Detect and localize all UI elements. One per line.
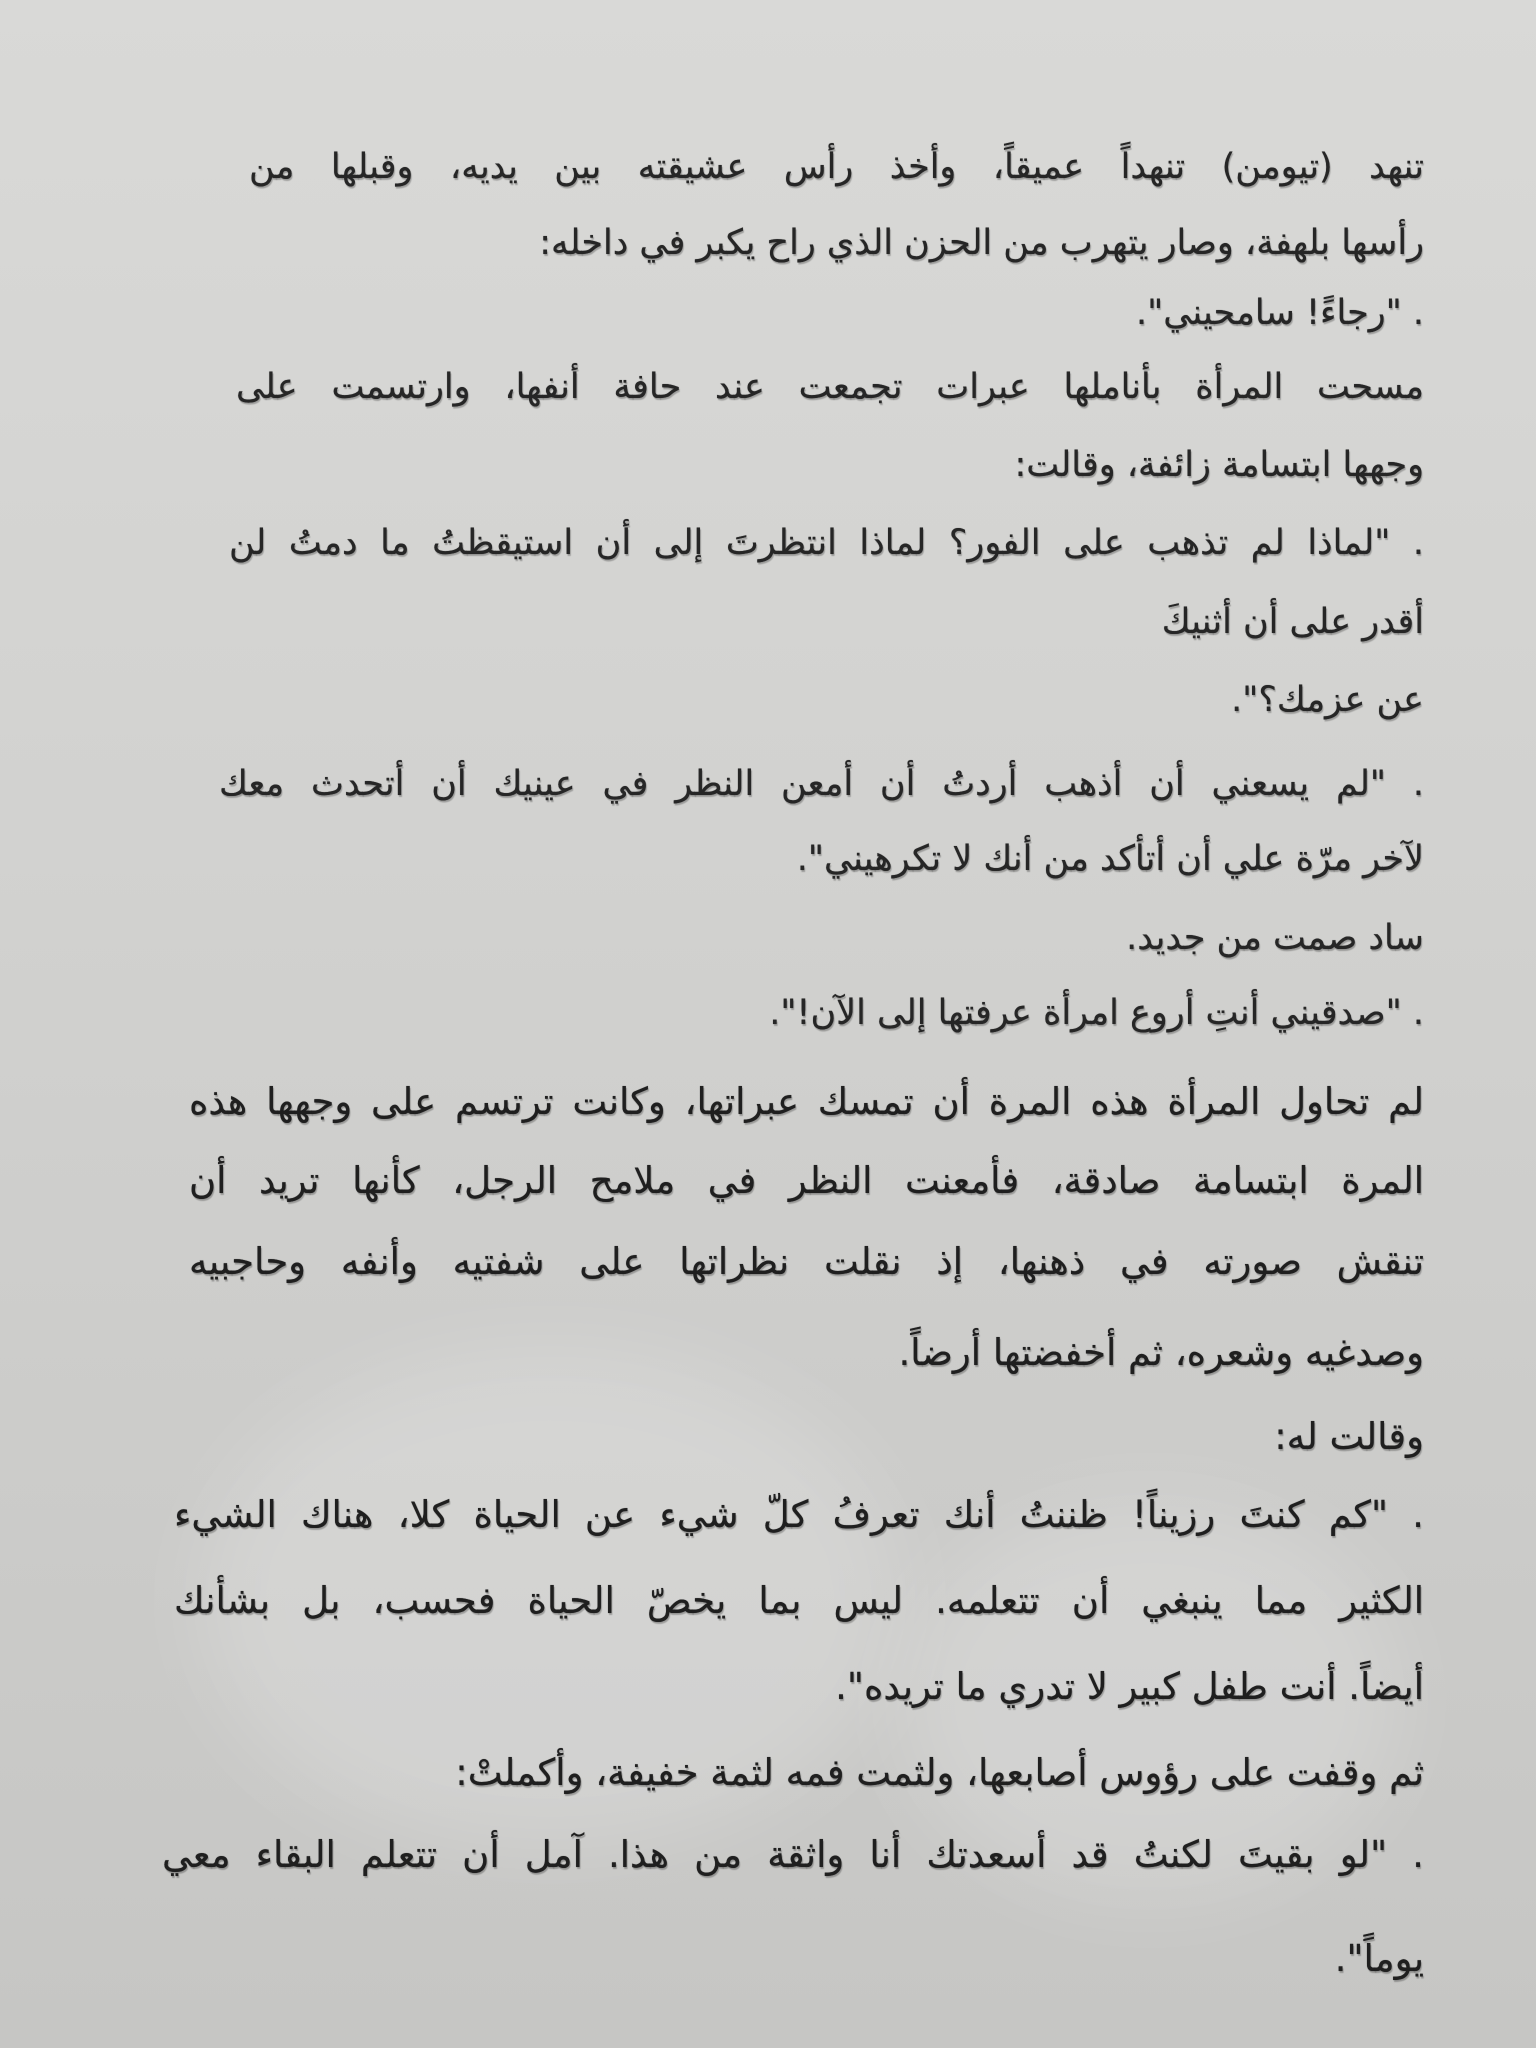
- text-line: المرة ابتسامة صادقة، فأمعنت النظر في ملامح الرجل، كأنها تريد أن: [189, 1159, 1424, 1202]
- text-line: . "رجاءً! سامحيني".: [1135, 293, 1424, 333]
- text-line: . "كم كنتَ رزيناً! ظننتُ أنك تعرفُ كلّ شيء عن الحياة كلا، هناك الشيء: [174, 1493, 1424, 1536]
- text-line: مسحت المرأة بأناملها عبرات تجمعت عند حافة أنفها، وارتسمت على: [236, 367, 1424, 407]
- text-line: . "لماذا لم تذهب على الفور؟ لماذا انتظرتَ إلى أن استيقظتُ ما دمتُ لن: [229, 523, 1424, 563]
- text-line: . "لم يسعني أن أذهب أردتُ أن أمعن النظر في عينيك أن أتحدث معك: [219, 764, 1424, 804]
- text-line: وصدغيه وشعره، ثم أخفضتها أرضاً.: [898, 1331, 1424, 1374]
- text-line: لم تحاول المرأة هذه المرة أن تمسك عبراتها، وكانت ترتسم على وجهها هذه: [189, 1080, 1424, 1123]
- text-line: أيضاً. أنت طفل كبير لا تدري ما تريده".: [835, 1665, 1424, 1708]
- text-line: أقدر على أن أثنيكَ: [1161, 602, 1424, 642]
- text-line: تنهد (تيومن) تنهداً عميقاً، وأخذ رأس عشيقته بين يديه، وقبلها من: [249, 147, 1424, 187]
- text-line: تنقش صورته في ذهنها، إذ نقلت نظراتها على شفتيه وأنفه وحاجبيه: [189, 1240, 1424, 1283]
- text-line: وجهها ابتسامة زائفة، وقالت:: [1014, 445, 1424, 485]
- text-line: ثم وقفت على رؤوس أصابعها، ولثمت فمه لثمة خفيفة، وأكملتْ:: [455, 1751, 1424, 1794]
- text-line: عن عزمك؟".: [1231, 680, 1424, 720]
- text-line: الكثير مما ينبغي أن تتعلمه. ليس بما يخصّ الحياة فحسب، بل بشأنك: [174, 1579, 1424, 1622]
- text-line: . "صدقيني أنتِ أروع امرأة عرفتها إلى الآن!".: [769, 993, 1424, 1033]
- text-line: ساد صمت من جديد.: [1126, 918, 1424, 958]
- text-line: لآخر مرّة علي أن أتأكد من أنك لا تكرهيني".: [796, 839, 1424, 879]
- text-line: رأسها بلهفة، وصار يتهرب من الحزن الذي راح يكبر في داخله:: [539, 223, 1424, 263]
- text-line: يوماً".: [1334, 1937, 1424, 1980]
- text-line: وقالت له:: [1274, 1415, 1424, 1458]
- text-line: . "لو بقيتَ لكنتُ قد أسعدتك أنا واثقة من هذا. آمل أن تتعلم البقاء معي: [162, 1833, 1424, 1876]
